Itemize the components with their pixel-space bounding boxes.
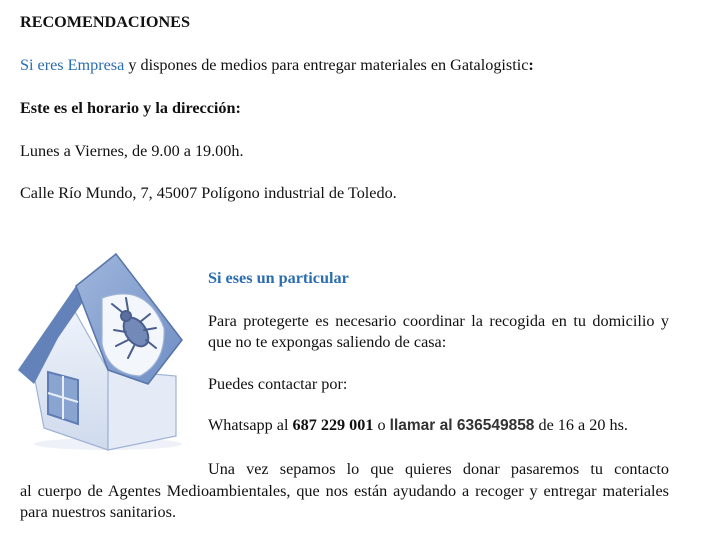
schedule-hours: Lunes a Viernes, de 9.00 a 19.00h. bbox=[20, 142, 244, 160]
empresa-text: y dispones de medios para entregar materiales en Gatalogistic bbox=[124, 56, 529, 74]
contact-prefix: Whatsapp al bbox=[208, 416, 293, 434]
call-number: llamar al 636549858 bbox=[389, 417, 535, 434]
schedule-address: Calle Río Mundo, 7, 45007 Polígono industrial de Toledo. bbox=[20, 184, 397, 202]
page-heading: RECOMENDACIONES bbox=[20, 13, 190, 31]
schedule-title: Este es el horario y la dirección: bbox=[20, 99, 241, 117]
contact-suffix: de 16 a 20 hs. bbox=[534, 416, 628, 434]
closing-first-line: Una vez sepamos lo que quieres donar pasaremos tu contacto bbox=[208, 460, 669, 478]
particular-title: Si eses un particular bbox=[208, 269, 349, 287]
whatsapp-number: 687 229 001 bbox=[292, 416, 374, 434]
window-icon bbox=[48, 372, 78, 424]
particular-intro: Para protegerte es necesario coordinar la recogida en tu domicilio y que no te expongas saliendo de casa: bbox=[208, 312, 669, 351]
contact-label: Puedes contactar por: bbox=[208, 375, 348, 393]
contact-line bbox=[208, 416, 628, 435]
house-with-bug-illustration bbox=[16, 252, 184, 452]
empresa-colon: : bbox=[528, 56, 534, 74]
empresa-line bbox=[20, 56, 534, 75]
closing-rest: al cuerpo de Agentes Medioambientales, que nos están ayudando a recoger y entregar materiales para nuestros sanitarios. bbox=[20, 482, 669, 521]
contact-or: o bbox=[373, 416, 390, 434]
empresa-lead: Si eres Empresa bbox=[20, 56, 125, 74]
